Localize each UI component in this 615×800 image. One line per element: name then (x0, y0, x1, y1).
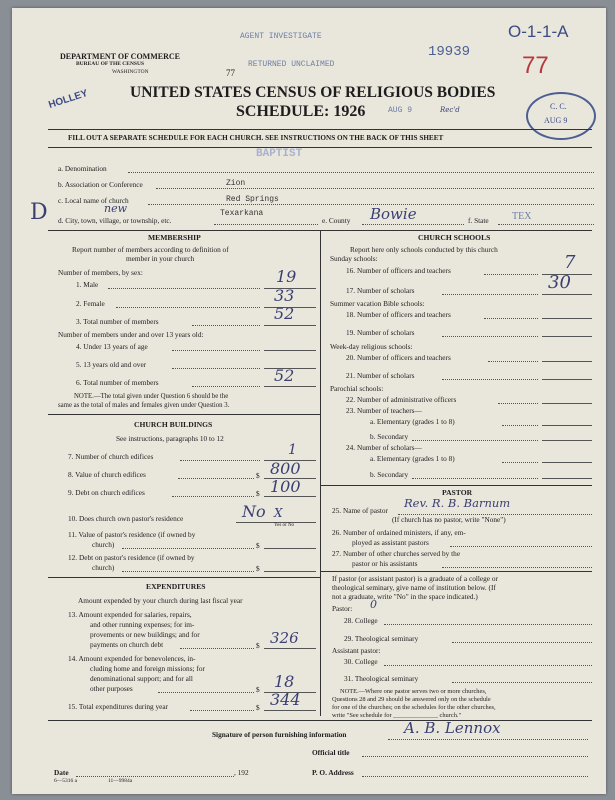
church-name-label: c. Local name of church (58, 196, 129, 205)
state-value: TEX (512, 211, 532, 222)
received-note: Rec'd (440, 106, 460, 114)
leader-dots (442, 294, 538, 295)
q9-dollar: $ (256, 489, 260, 498)
q14-value: 18 (274, 672, 295, 691)
q13-label-4: payments on church debt (90, 640, 164, 649)
q25-note: (If church has no pastor, write "None") (392, 515, 506, 524)
q7-label: 7. Number of church edifices (68, 452, 154, 461)
leader-dots (488, 361, 538, 362)
membership-title: MEMBERSHIP (148, 233, 201, 242)
q15-label: 15. Total expenditures during year (68, 702, 169, 711)
state-label: f. State (468, 216, 489, 225)
schedule-title: SCHEDULE: 1926 (236, 103, 366, 120)
q22-label: 22. Number of administrative officers (346, 395, 457, 404)
leader-dots (502, 462, 538, 463)
q1-label: 1. Male (76, 280, 99, 289)
weekday-label: Week-day religious schools: (330, 342, 413, 351)
pastor-subheading: Pastor: (332, 604, 353, 613)
q2-value: 33 (274, 286, 295, 305)
county-value: Bowie (370, 205, 417, 223)
q23a-label: a. Elementary (grades 1 to 8) (370, 417, 455, 426)
q4-field[interactable] (264, 350, 316, 351)
graduate-text-2: theological seminary, give name of institution below. (If (332, 583, 496, 592)
leader-dots (172, 368, 260, 369)
membership-intro-2: member in your church (126, 254, 195, 263)
q20-label: 20. Number of officers and teachers (346, 353, 451, 362)
column-divider (320, 230, 321, 716)
sunday-label: Sunday schools: (330, 254, 378, 263)
membership-intro-1: Report number of members according to definition of (72, 245, 229, 254)
q16-label: 16. Number of officers and teachers (346, 266, 451, 275)
leader-dots (484, 274, 538, 275)
signature-label: Signature of person furnishing information (212, 730, 347, 739)
q19-label: 19. Number of scholars (346, 328, 415, 337)
q11-dollar: $ (256, 541, 260, 550)
q13-label-1: 13. Amount expended for salaries, repairs, (68, 610, 192, 619)
q14-dollar: $ (256, 685, 260, 694)
date-label: Date (54, 768, 69, 777)
q22-field[interactable] (542, 403, 592, 404)
po-address-field[interactable] (362, 776, 588, 777)
q27-label-2: pastor or his assistants (352, 559, 418, 568)
divider (48, 414, 320, 415)
q15-dollar: $ (256, 703, 260, 712)
church-name-value: Red Springs (226, 195, 279, 204)
q20-field[interactable] (542, 361, 592, 362)
schools-intro: Report here only schools conducted by this church (350, 245, 498, 254)
buildings-title: CHURCH BUILDINGS (134, 420, 213, 429)
form-code: 6—5316 a (54, 778, 78, 784)
county-label: e. County (322, 216, 351, 225)
q3-value: 52 (274, 304, 295, 323)
parochial-label: Parochial schools: (330, 384, 384, 393)
state-field[interactable] (498, 224, 594, 225)
q8-dollar: $ (256, 471, 260, 480)
city-field[interactable] (214, 224, 318, 225)
city-label: d. City, town, village, or township, etc. (58, 216, 172, 225)
q12-label-2: church) (92, 563, 115, 572)
q29-field[interactable] (452, 642, 592, 643)
q23b-field[interactable] (542, 440, 592, 441)
q13-value: 326 (270, 629, 299, 647)
q14-label-2: cluding home and foreign missions; for (90, 664, 205, 673)
expenditures-title: EXPENDITURES (146, 582, 206, 591)
q9-value: 100 (270, 477, 301, 496)
q11-label-2: church) (92, 540, 115, 549)
leader-dots (172, 350, 260, 351)
cc-stamp-date: AUG 9 (544, 116, 568, 125)
agent-investigate-stamp: AGENT INVESTIGATE (240, 32, 322, 41)
divider (320, 571, 592, 572)
received-date-stamp: AUG 9 (388, 106, 413, 115)
official-title-label: Official title (312, 748, 350, 757)
age-label: Number of members under and over 13 years old: (58, 330, 204, 339)
q24-label: 24. Number of scholars— (346, 443, 422, 452)
form-title: UNITED STATES CENSUS OF RELIGIOUS BODIES (130, 84, 496, 101)
association-field[interactable] (156, 188, 594, 189)
pastor-answer: 0 (370, 598, 377, 611)
q8-value: 800 (270, 459, 301, 478)
q29-label: 29. Theological seminary (344, 634, 419, 643)
q11-field[interactable] (264, 548, 316, 549)
q21-field[interactable] (542, 379, 592, 380)
q10-mark: X (274, 506, 283, 520)
leader-dots (122, 548, 254, 549)
pastor-note-1: NOTE.—Where one pastor serves two or more churches, (340, 688, 487, 695)
pastor-note-2: Questions 28 and 29 should be answered only on the schedule (332, 696, 491, 703)
q25-value: Rev. R. B. Barnum (404, 496, 511, 510)
pastor-note-4: write "See schedule for ______________ church." (332, 712, 462, 719)
association-value: Zion (226, 179, 246, 188)
department-heading: DEPARTMENT OF COMMERCE (60, 52, 181, 61)
returned-unclaimed-stamp: RETURNED UNCLAIMED (248, 60, 335, 69)
q17-label: 17. Number of scholars (346, 286, 415, 295)
summer-label: Summer vacation Bible schools: (330, 299, 425, 308)
city-correction: new (104, 202, 128, 215)
leader-dots (412, 440, 538, 441)
divider (48, 147, 592, 148)
q15-value: 344 (270, 690, 301, 709)
q24a-label: a. Elementary (grades 1 to 8) (370, 454, 455, 463)
q8-label: 8. Value of church edifices (68, 470, 146, 479)
denomination-stamp: BAPTIST (256, 148, 303, 160)
returned-number: 77 (226, 68, 235, 78)
instruction-line: FILL OUT A SEPARATE SCHEDULE FOR EACH CHURCH. SEE INSTRUCTIONS ON THE BACK OF THIS SHEET (68, 134, 444, 142)
q5-label: 5. 13 years old and over (76, 360, 147, 369)
q9-label: 9. Debt on church edifices (68, 488, 145, 497)
graduate-text-1: If pastor (or assistant pastor) is a graduate of a college or (332, 574, 498, 583)
q31-field[interactable] (452, 682, 592, 683)
census-schedule-sheet (12, 8, 606, 794)
code-stamp: O-1-1-A (508, 22, 569, 41)
q27-label-1: 27. Number of other churches served by the (332, 549, 461, 558)
q23b-label: b. Secondary (370, 432, 409, 441)
membership-note-2: same as the total of males and females given under Question 3. (58, 402, 230, 409)
q12-label-1: 12. Debt on pastor's residence (if owned by (68, 553, 195, 562)
leader-dots (172, 496, 254, 497)
leader-dots (190, 710, 254, 711)
q9-field[interactable] (264, 496, 316, 497)
q15-field[interactable] (264, 710, 316, 711)
assistant-subheading: Assistant pastor: (332, 646, 381, 655)
buildings-intro: See instructions, paragraphs 10 to 12 (116, 434, 224, 443)
q31-label: 31. Theological seminary (344, 674, 419, 683)
q13-label-2: and other running expenses; for im- (90, 620, 195, 629)
pastor-title: PASTOR (442, 488, 473, 497)
q18-field[interactable] (542, 318, 592, 319)
date-year: , 192 (234, 768, 249, 777)
q17-value: 30 (548, 272, 571, 293)
po-address-label: P. O. Address (312, 768, 354, 777)
q24a-field[interactable] (542, 462, 592, 463)
pastor-note-3: for one of the churches; on the schedules for the other churches, (332, 704, 496, 711)
leader-dots (180, 648, 254, 649)
q11-label-1: 11. Value of pastor's residence (if owned by (68, 530, 196, 539)
q14-label-4: other purposes (90, 684, 133, 693)
leader-dots (484, 318, 538, 319)
q21-label: 21. Number of scholars (346, 371, 415, 380)
q6-value: 52 (274, 366, 295, 385)
leader-dots (180, 460, 260, 461)
washington-heading: WASHINGTON (112, 69, 149, 75)
q13-dollar: $ (256, 641, 260, 650)
q3-label: 3. Total number of members (76, 317, 159, 326)
q25-label: 25. Name of pastor (332, 506, 388, 515)
leader-dots (442, 336, 538, 337)
q6-field[interactable] (264, 386, 316, 387)
date-field[interactable] (76, 776, 234, 777)
leader-dots (502, 425, 538, 426)
serial-number-stamp: 19939 (428, 44, 471, 60)
city-value: Texarkana (220, 209, 264, 218)
q30-label: 30. College (344, 657, 378, 666)
q13-label-3: provements or new buildings; and for (90, 630, 200, 639)
q12-field[interactable] (264, 571, 316, 572)
schools-title: CHURCH SCHOOLS (418, 233, 491, 242)
margin-mark: D (30, 200, 48, 225)
divider (48, 577, 320, 578)
leader-dots (158, 692, 254, 693)
yes-no-hint: Yes or No (274, 523, 295, 528)
q26-label-2: ployed as assistant pastors (352, 538, 429, 547)
denomination-field[interactable] (128, 172, 594, 173)
q1-value: 19 (276, 267, 297, 286)
leader-dots (442, 379, 538, 380)
q23-label: 23. Number of teachers— (346, 406, 422, 415)
q24b-field[interactable] (542, 478, 592, 479)
leader-dots (412, 478, 538, 479)
q14-label-1: 14. Amount expended for benevolences, in- (68, 654, 196, 663)
divider (48, 129, 592, 130)
q10-value: No (242, 502, 266, 521)
q7-value: 1 (288, 442, 297, 458)
graduate-text-3: not a graduate, write "No" in the space indicated.) (332, 592, 478, 601)
bureau-heading: BUREAU OF THE CENSUS (76, 61, 145, 67)
association-label: b. Association or Conference (58, 180, 143, 189)
q17-field[interactable] (542, 294, 592, 295)
by-sex-label: Number of members, by sex: (58, 268, 143, 277)
county-field[interactable] (362, 224, 464, 225)
q2-label: 2. Female (76, 299, 105, 308)
q23a-field[interactable] (542, 425, 592, 426)
holley-stamp: HOLLEY (47, 88, 90, 111)
q3-field[interactable] (264, 325, 316, 326)
q26-label-1: 26. Number of ordained ministers, if any, em- (332, 528, 466, 537)
denomination-label: a. Denomination (58, 164, 107, 173)
q30-field[interactable] (384, 665, 592, 666)
q28-label: 28. College (344, 616, 378, 625)
divider (48, 720, 592, 721)
divider (320, 485, 592, 486)
q19-field[interactable] (542, 336, 592, 337)
cc-stamp-label: C. C. (550, 102, 567, 111)
leader-dots (192, 325, 260, 326)
q27-field[interactable] (442, 567, 592, 568)
leader-dots (178, 478, 254, 479)
signature-field[interactable] (388, 739, 588, 740)
q13-field[interactable] (264, 648, 316, 649)
expenditures-intro: Amount expended by your church during last fiscal year (78, 596, 243, 605)
q26-field[interactable] (450, 546, 592, 547)
q10-label: 10. Does church own pastor's residence (68, 514, 184, 523)
leader-dots (108, 288, 260, 289)
leader-dots (116, 307, 260, 308)
q12-dollar: $ (256, 564, 260, 573)
official-title-field[interactable] (362, 756, 588, 757)
q24b-label: b. Secondary (370, 470, 409, 479)
q28-field[interactable] (384, 624, 592, 625)
membership-note-1: NOTE.—The total given under Question 6 should be the (74, 393, 229, 400)
q6-label: 6. Total number of members (76, 378, 159, 387)
leader-dots (498, 403, 538, 404)
leader-dots (122, 571, 254, 572)
signature-value: A. B. Lennox (404, 719, 501, 737)
q18-label: 18. Number of officers and teachers (346, 310, 451, 319)
leader-dots (192, 386, 260, 387)
q14-label-3: denominational support; and for all (90, 674, 193, 683)
q4-label: 4. Under 13 years of age (76, 342, 148, 351)
form-code-2: 11—9984a (108, 778, 133, 784)
cc-stamp (526, 92, 596, 140)
q16-value: 7 (564, 252, 576, 273)
red-number: 77 (522, 52, 549, 79)
